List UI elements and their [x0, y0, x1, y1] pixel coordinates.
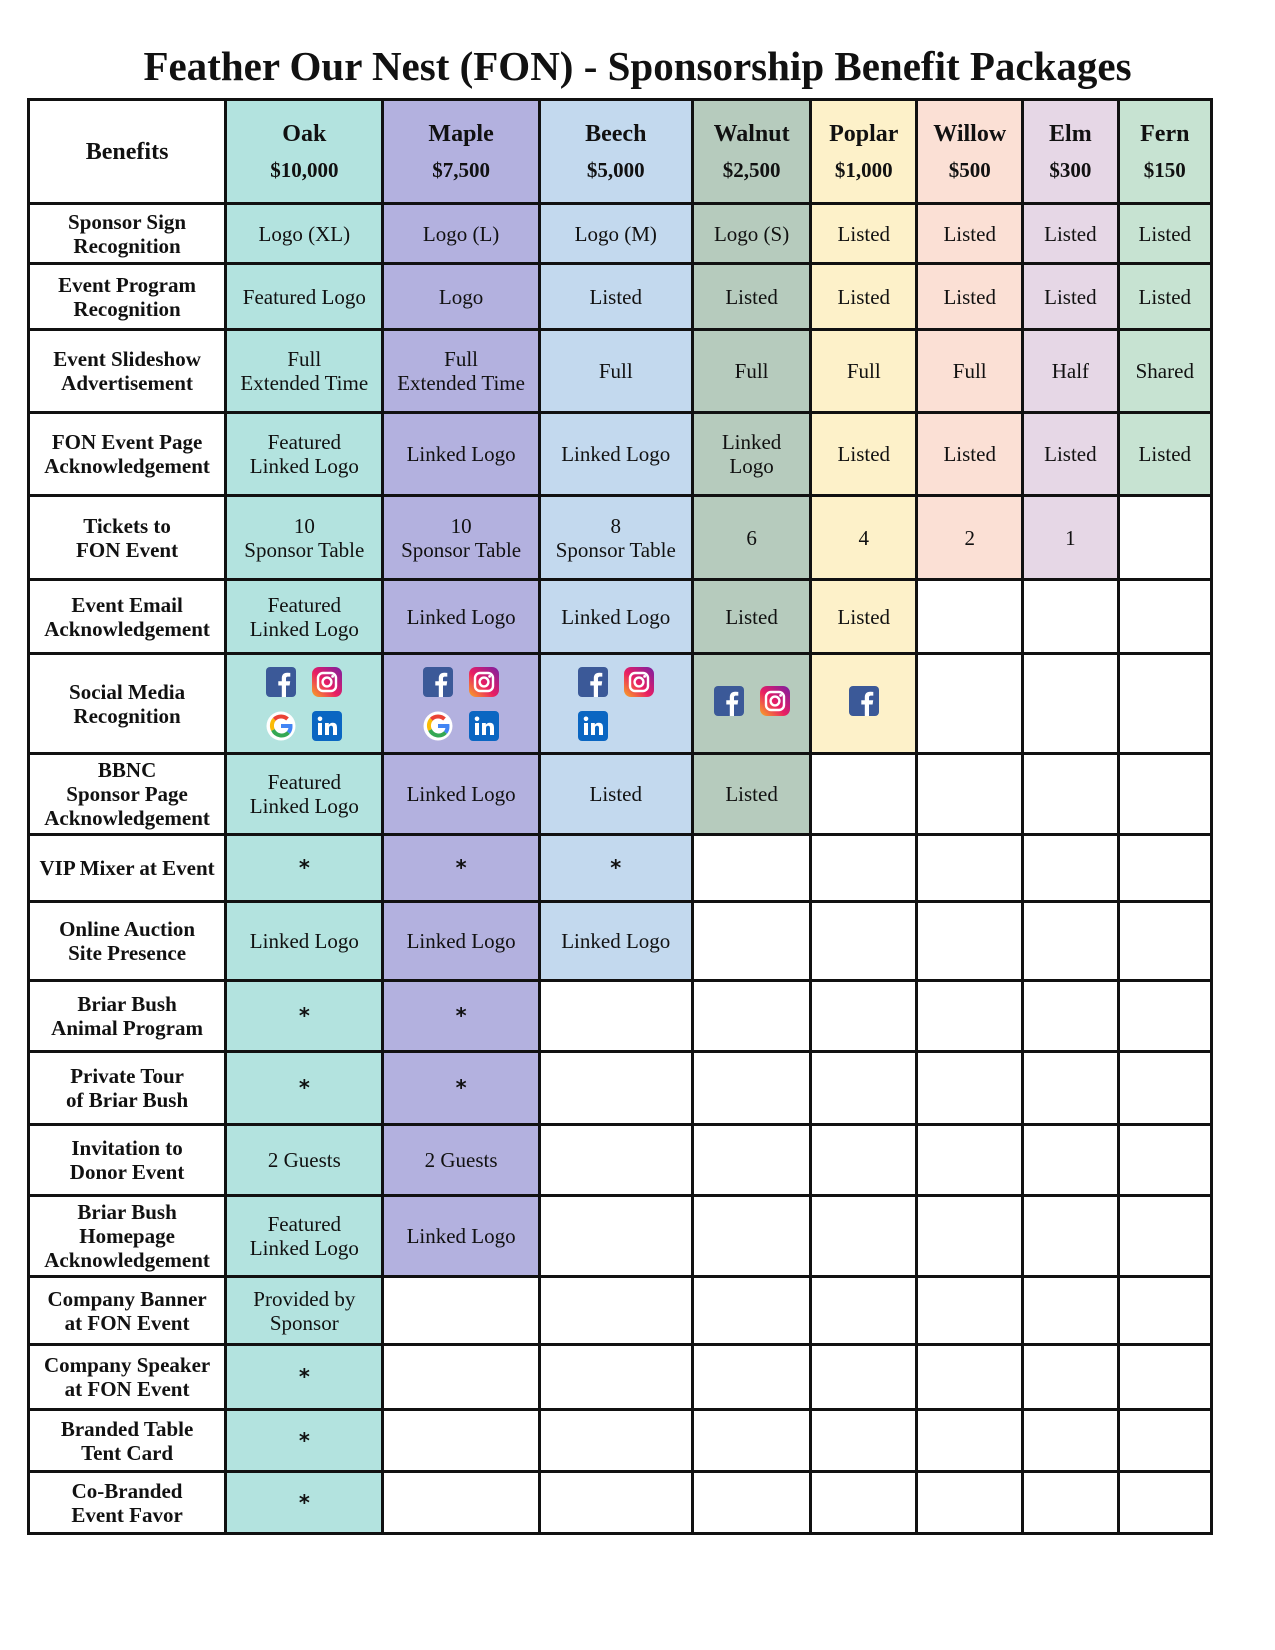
tier-header-elm	[1023, 100, 1118, 204]
benefit-cell-poplar	[811, 654, 917, 754]
benefit-cell-beech: Linked Logo	[539, 413, 692, 496]
benefit-label: Co-Branded Event Favor	[29, 1472, 226, 1534]
benefit-cell-fern: Listed	[1118, 264, 1211, 330]
benefit-cell-beech	[539, 1277, 692, 1345]
benefit-cell-oak: *	[226, 1472, 383, 1534]
benefit-cell-elm	[1023, 1345, 1118, 1410]
benefit-cell-fern	[1118, 1472, 1211, 1534]
benefits-table	[27, 98, 1213, 1535]
benefit-cell-maple: Linked Logo	[383, 754, 539, 835]
benefit-cell-fern	[1118, 1125, 1211, 1196]
benefit-cell-oak: Featured Linked Logo	[226, 580, 383, 654]
benefit-cell-maple: *	[383, 981, 539, 1052]
benefit-cell-elm	[1023, 981, 1118, 1052]
benefits-header-label: Benefits	[85, 138, 169, 165]
tier-price: $10,000	[270, 157, 339, 182]
linkedin-icon	[469, 711, 499, 741]
benefit-cell-oak: Linked Logo	[226, 902, 383, 981]
benefit-row	[29, 496, 1212, 580]
social-icons	[423, 667, 499, 741]
benefit-cell-poplar	[811, 1345, 917, 1410]
benefit-cell-elm	[1023, 1196, 1118, 1277]
header-row	[29, 100, 1212, 204]
instagram-icon	[312, 667, 342, 697]
social-icons	[849, 686, 879, 716]
benefit-cell-walnut: Linked Logo	[692, 413, 811, 496]
benefit-cell-maple: Linked Logo	[383, 1196, 539, 1277]
benefit-cell-elm	[1023, 1052, 1118, 1125]
benefit-cell-walnut	[692, 1410, 811, 1472]
benefit-cell-walnut	[692, 1196, 811, 1277]
benefit-cell-maple	[383, 1345, 539, 1410]
benefit-cell-willow	[917, 1052, 1023, 1125]
benefit-cell-oak: Featured Linked Logo	[226, 413, 383, 496]
benefit-cell-walnut: Logo (S)	[692, 204, 811, 264]
instagram-icon	[469, 667, 499, 697]
benefit-cell-beech: Logo (M)	[539, 204, 692, 264]
page-title: Feather Our Nest (FON) - Sponsorship Benefit Packages	[143, 43, 1132, 89]
tier-header-poplar	[811, 100, 917, 204]
benefit-cell-willow	[917, 1472, 1023, 1534]
benefit-cell-elm	[1023, 902, 1118, 981]
benefit-cell-beech	[539, 1196, 692, 1277]
benefit-cell-fern	[1118, 580, 1211, 654]
tier-header-oak	[226, 100, 383, 204]
benefit-cell-poplar: Listed	[811, 580, 917, 654]
benefit-cell-poplar	[811, 902, 917, 981]
benefit-cell-oak	[226, 654, 383, 754]
benefit-cell-willow: Listed	[917, 204, 1023, 264]
benefit-cell-beech: Listed	[539, 754, 692, 835]
benefit-cell-elm	[1023, 654, 1118, 754]
tier-header-fern	[1118, 100, 1211, 204]
benefit-cell-oak: Featured Linked Logo	[226, 754, 383, 835]
benefit-row	[29, 1196, 1212, 1277]
tier-price: $2,500	[722, 157, 781, 182]
benefit-label: BBNC Sponsor Page Acknowledgement	[29, 754, 226, 835]
benefit-cell-oak: 2 Guests	[226, 1125, 383, 1196]
benefit-row	[29, 330, 1212, 413]
tier-name: Maple	[428, 120, 494, 147]
benefit-cell-oak: Full Extended Time	[226, 330, 383, 413]
benefit-cell-willow	[917, 654, 1023, 754]
tier-price: $1,000	[834, 157, 893, 182]
benefit-cell-maple	[383, 654, 539, 754]
benefit-cell-oak: *	[226, 1345, 383, 1410]
benefit-cell-poplar: Listed	[811, 413, 917, 496]
benefit-cell-maple: *	[383, 1052, 539, 1125]
benefit-cell-beech	[539, 1345, 692, 1410]
social-icons	[578, 667, 654, 741]
tier-header-willow	[917, 100, 1023, 204]
benefit-cell-oak: 10 Sponsor Table	[226, 496, 383, 580]
benefit-cell-willow	[917, 580, 1023, 654]
benefit-cell-willow	[917, 902, 1023, 981]
benefit-label: Social Media Recognition	[29, 654, 226, 754]
benefit-row	[29, 1345, 1212, 1410]
tier-header-maple	[383, 100, 539, 204]
benefit-row	[29, 654, 1212, 754]
benefit-cell-elm	[1023, 1125, 1118, 1196]
benefit-cell-walnut	[692, 1125, 811, 1196]
benefit-cell-poplar: 4	[811, 496, 917, 580]
benefit-cell-maple: Logo (L)	[383, 204, 539, 264]
benefit-cell-oak: *	[226, 835, 383, 902]
benefit-cell-willow: 2	[917, 496, 1023, 580]
linkedin-icon	[312, 711, 342, 741]
benefit-cell-maple: 2 Guests	[383, 1125, 539, 1196]
benefit-cell-oak: *	[226, 1410, 383, 1472]
benefit-cell-beech: *	[539, 835, 692, 902]
benefit-row	[29, 1410, 1212, 1472]
benefit-cell-poplar	[811, 1472, 917, 1534]
tier-price: $500	[948, 157, 991, 182]
benefit-cell-willow	[917, 835, 1023, 902]
benefit-label: FON Event Page Acknowledgement	[29, 413, 226, 496]
linkedin-icon	[578, 711, 608, 741]
benefit-cell-poplar	[811, 1410, 917, 1472]
benefit-cell-poplar	[811, 835, 917, 902]
benefit-cell-fern	[1118, 1410, 1211, 1472]
benefit-cell-poplar: Full	[811, 330, 917, 413]
benefit-cell-fern: Listed	[1118, 413, 1211, 496]
benefit-cell-walnut	[692, 981, 811, 1052]
benefit-cell-walnut	[692, 1345, 811, 1410]
benefit-cell-poplar	[811, 1196, 917, 1277]
benefit-cell-elm: Listed	[1023, 204, 1118, 264]
benefit-label: Tickets to FON Event	[29, 496, 226, 580]
benefit-cell-elm: Half	[1023, 330, 1118, 413]
benefit-row	[29, 1277, 1212, 1345]
benefit-cell-beech	[539, 981, 692, 1052]
benefit-row	[29, 204, 1212, 264]
benefit-label: Private Tour of Briar Bush	[29, 1052, 226, 1125]
benefit-cell-willow	[917, 1277, 1023, 1345]
tier-header-walnut	[692, 100, 811, 204]
benefit-cell-beech: Listed	[539, 264, 692, 330]
benefit-cell-willow	[917, 1125, 1023, 1196]
benefit-label: Online Auction Site Presence	[29, 902, 226, 981]
benefit-cell-beech: Linked Logo	[539, 580, 692, 654]
benefit-cell-elm	[1023, 1410, 1118, 1472]
benefit-cell-willow: Full	[917, 330, 1023, 413]
benefit-cell-maple	[383, 1410, 539, 1472]
benefit-cell-fern	[1118, 981, 1211, 1052]
benefit-label: Briar Bush Homepage Acknowledgement	[29, 1196, 226, 1277]
facebook-icon	[266, 667, 296, 697]
benefit-cell-poplar	[811, 981, 917, 1052]
benefit-label: Event Program Recognition	[29, 264, 226, 330]
benefit-cell-willow	[917, 754, 1023, 835]
benefit-cell-fern	[1118, 902, 1211, 981]
benefit-label: Event Slideshow Advertisement	[29, 330, 226, 413]
tier-name: Walnut	[713, 120, 790, 147]
benefit-cell-beech: Linked Logo	[539, 902, 692, 981]
benefit-cell-walnut	[692, 654, 811, 754]
benefit-cell-willow: Listed	[917, 264, 1023, 330]
benefit-cell-oak: Featured Linked Logo	[226, 1196, 383, 1277]
benefit-cell-beech	[539, 1472, 692, 1534]
benefit-cell-elm: Listed	[1023, 264, 1118, 330]
benefit-cell-fern: Listed	[1118, 204, 1211, 264]
benefit-cell-elm	[1023, 1277, 1118, 1345]
social-icons	[714, 686, 790, 716]
tier-name: Willow	[933, 120, 1007, 147]
benefit-cell-poplar	[811, 1125, 917, 1196]
facebook-icon	[578, 667, 608, 697]
benefit-row	[29, 580, 1212, 654]
benefit-row	[29, 754, 1212, 835]
benefit-cell-beech: 8 Sponsor Table	[539, 496, 692, 580]
benefit-cell-beech	[539, 1410, 692, 1472]
facebook-icon	[849, 686, 879, 716]
benefit-cell-walnut: Listed	[692, 754, 811, 835]
benefit-cell-maple	[383, 1277, 539, 1345]
benefit-cell-fern	[1118, 1277, 1211, 1345]
benefit-cell-beech	[539, 1125, 692, 1196]
benefit-cell-oak: Provided by Sponsor	[226, 1277, 383, 1345]
benefit-cell-willow	[917, 1345, 1023, 1410]
benefit-cell-oak: *	[226, 1052, 383, 1125]
benefit-cell-elm: Listed	[1023, 413, 1118, 496]
benefit-cell-maple: *	[383, 835, 539, 902]
benefit-cell-fern	[1118, 654, 1211, 754]
benefit-cell-poplar: Listed	[811, 264, 917, 330]
benefit-cell-oak: *	[226, 981, 383, 1052]
benefit-cell-willow	[917, 1196, 1023, 1277]
benefit-cell-elm	[1023, 1472, 1118, 1534]
benefit-label: Sponsor Sign Recognition	[29, 204, 226, 264]
benefit-cell-walnut	[692, 1052, 811, 1125]
benefit-cell-walnut: Full	[692, 330, 811, 413]
tier-price: $150	[1143, 157, 1186, 182]
benefit-cell-willow	[917, 981, 1023, 1052]
benefit-cell-poplar	[811, 1277, 917, 1345]
benefit-cell-walnut: 6	[692, 496, 811, 580]
tier-name: Poplar	[829, 120, 899, 147]
benefit-row	[29, 835, 1212, 902]
benefit-cell-poplar	[811, 1052, 917, 1125]
benefit-label: Briar Bush Animal Program	[29, 981, 226, 1052]
benefit-row	[29, 413, 1212, 496]
google-icon	[266, 711, 296, 741]
benefit-cell-fern: Shared	[1118, 330, 1211, 413]
benefit-cell-walnut	[692, 835, 811, 902]
benefit-cell-beech: Full	[539, 330, 692, 413]
google-icon	[423, 711, 453, 741]
benefit-label: Event Email Acknowledgement	[29, 580, 226, 654]
benefit-cell-walnut: Listed	[692, 580, 811, 654]
benefit-cell-beech	[539, 1052, 692, 1125]
benefit-cell-fern	[1118, 754, 1211, 835]
benefit-cell-fern	[1118, 835, 1211, 902]
benefit-cell-maple: Logo	[383, 264, 539, 330]
tier-price: $7,500	[432, 157, 490, 182]
benefit-label: Branded Table Tent Card	[29, 1410, 226, 1472]
benefits-header	[29, 100, 226, 204]
facebook-icon	[714, 686, 744, 716]
tier-name: Elm	[1049, 120, 1092, 147]
benefit-cell-oak: Featured Logo	[226, 264, 383, 330]
benefit-row	[29, 1472, 1212, 1534]
tier-name: Oak	[282, 120, 327, 147]
benefit-cell-oak: Logo (XL)	[226, 204, 383, 264]
benefit-cell-elm: 1	[1023, 496, 1118, 580]
benefit-row	[29, 902, 1212, 981]
benefit-cell-elm	[1023, 580, 1118, 654]
benefit-label: Invitation to Donor Event	[29, 1125, 226, 1196]
benefit-cell-elm	[1023, 835, 1118, 902]
benefit-cell-fern	[1118, 1345, 1211, 1410]
benefit-cell-willow: Listed	[917, 413, 1023, 496]
benefit-row	[29, 264, 1212, 330]
benefit-cell-fern	[1118, 1196, 1211, 1277]
benefit-row	[29, 1125, 1212, 1196]
tier-name: Beech	[585, 120, 647, 147]
benefit-label: VIP Mixer at Event	[29, 835, 226, 902]
benefit-label: Company Banner at FON Event	[29, 1277, 226, 1345]
benefit-cell-poplar	[811, 754, 917, 835]
benefit-cell-maple: 10 Sponsor Table	[383, 496, 539, 580]
tier-price: $5,000	[586, 157, 645, 182]
benefit-cell-maple	[383, 1472, 539, 1534]
tier-price: $300	[1049, 157, 1092, 182]
instagram-icon	[760, 686, 790, 716]
benefit-cell-maple: Linked Logo	[383, 902, 539, 981]
benefit-cell-beech	[539, 654, 692, 754]
benefit-cell-maple: Linked Logo	[383, 580, 539, 654]
benefit-cell-maple: Linked Logo	[383, 413, 539, 496]
benefit-cell-elm	[1023, 754, 1118, 835]
benefit-cell-walnut: Listed	[692, 264, 811, 330]
benefit-cell-fern	[1118, 496, 1211, 580]
tier-name: Fern	[1140, 120, 1190, 147]
benefit-cell-willow	[917, 1410, 1023, 1472]
facebook-icon	[423, 667, 453, 697]
social-icons	[266, 667, 342, 741]
benefit-cell-walnut	[692, 902, 811, 981]
benefit-cell-maple: Full Extended Time	[383, 330, 539, 413]
benefit-row	[29, 981, 1212, 1052]
benefit-cell-walnut	[692, 1277, 811, 1345]
benefit-cell-poplar: Listed	[811, 204, 917, 264]
benefit-cell-walnut	[692, 1472, 811, 1534]
tier-header-beech	[539, 100, 692, 204]
benefit-label: Company Speaker at FON Event	[29, 1345, 226, 1410]
instagram-icon	[624, 667, 654, 697]
benefit-cell-fern	[1118, 1052, 1211, 1125]
benefit-row	[29, 1052, 1212, 1125]
